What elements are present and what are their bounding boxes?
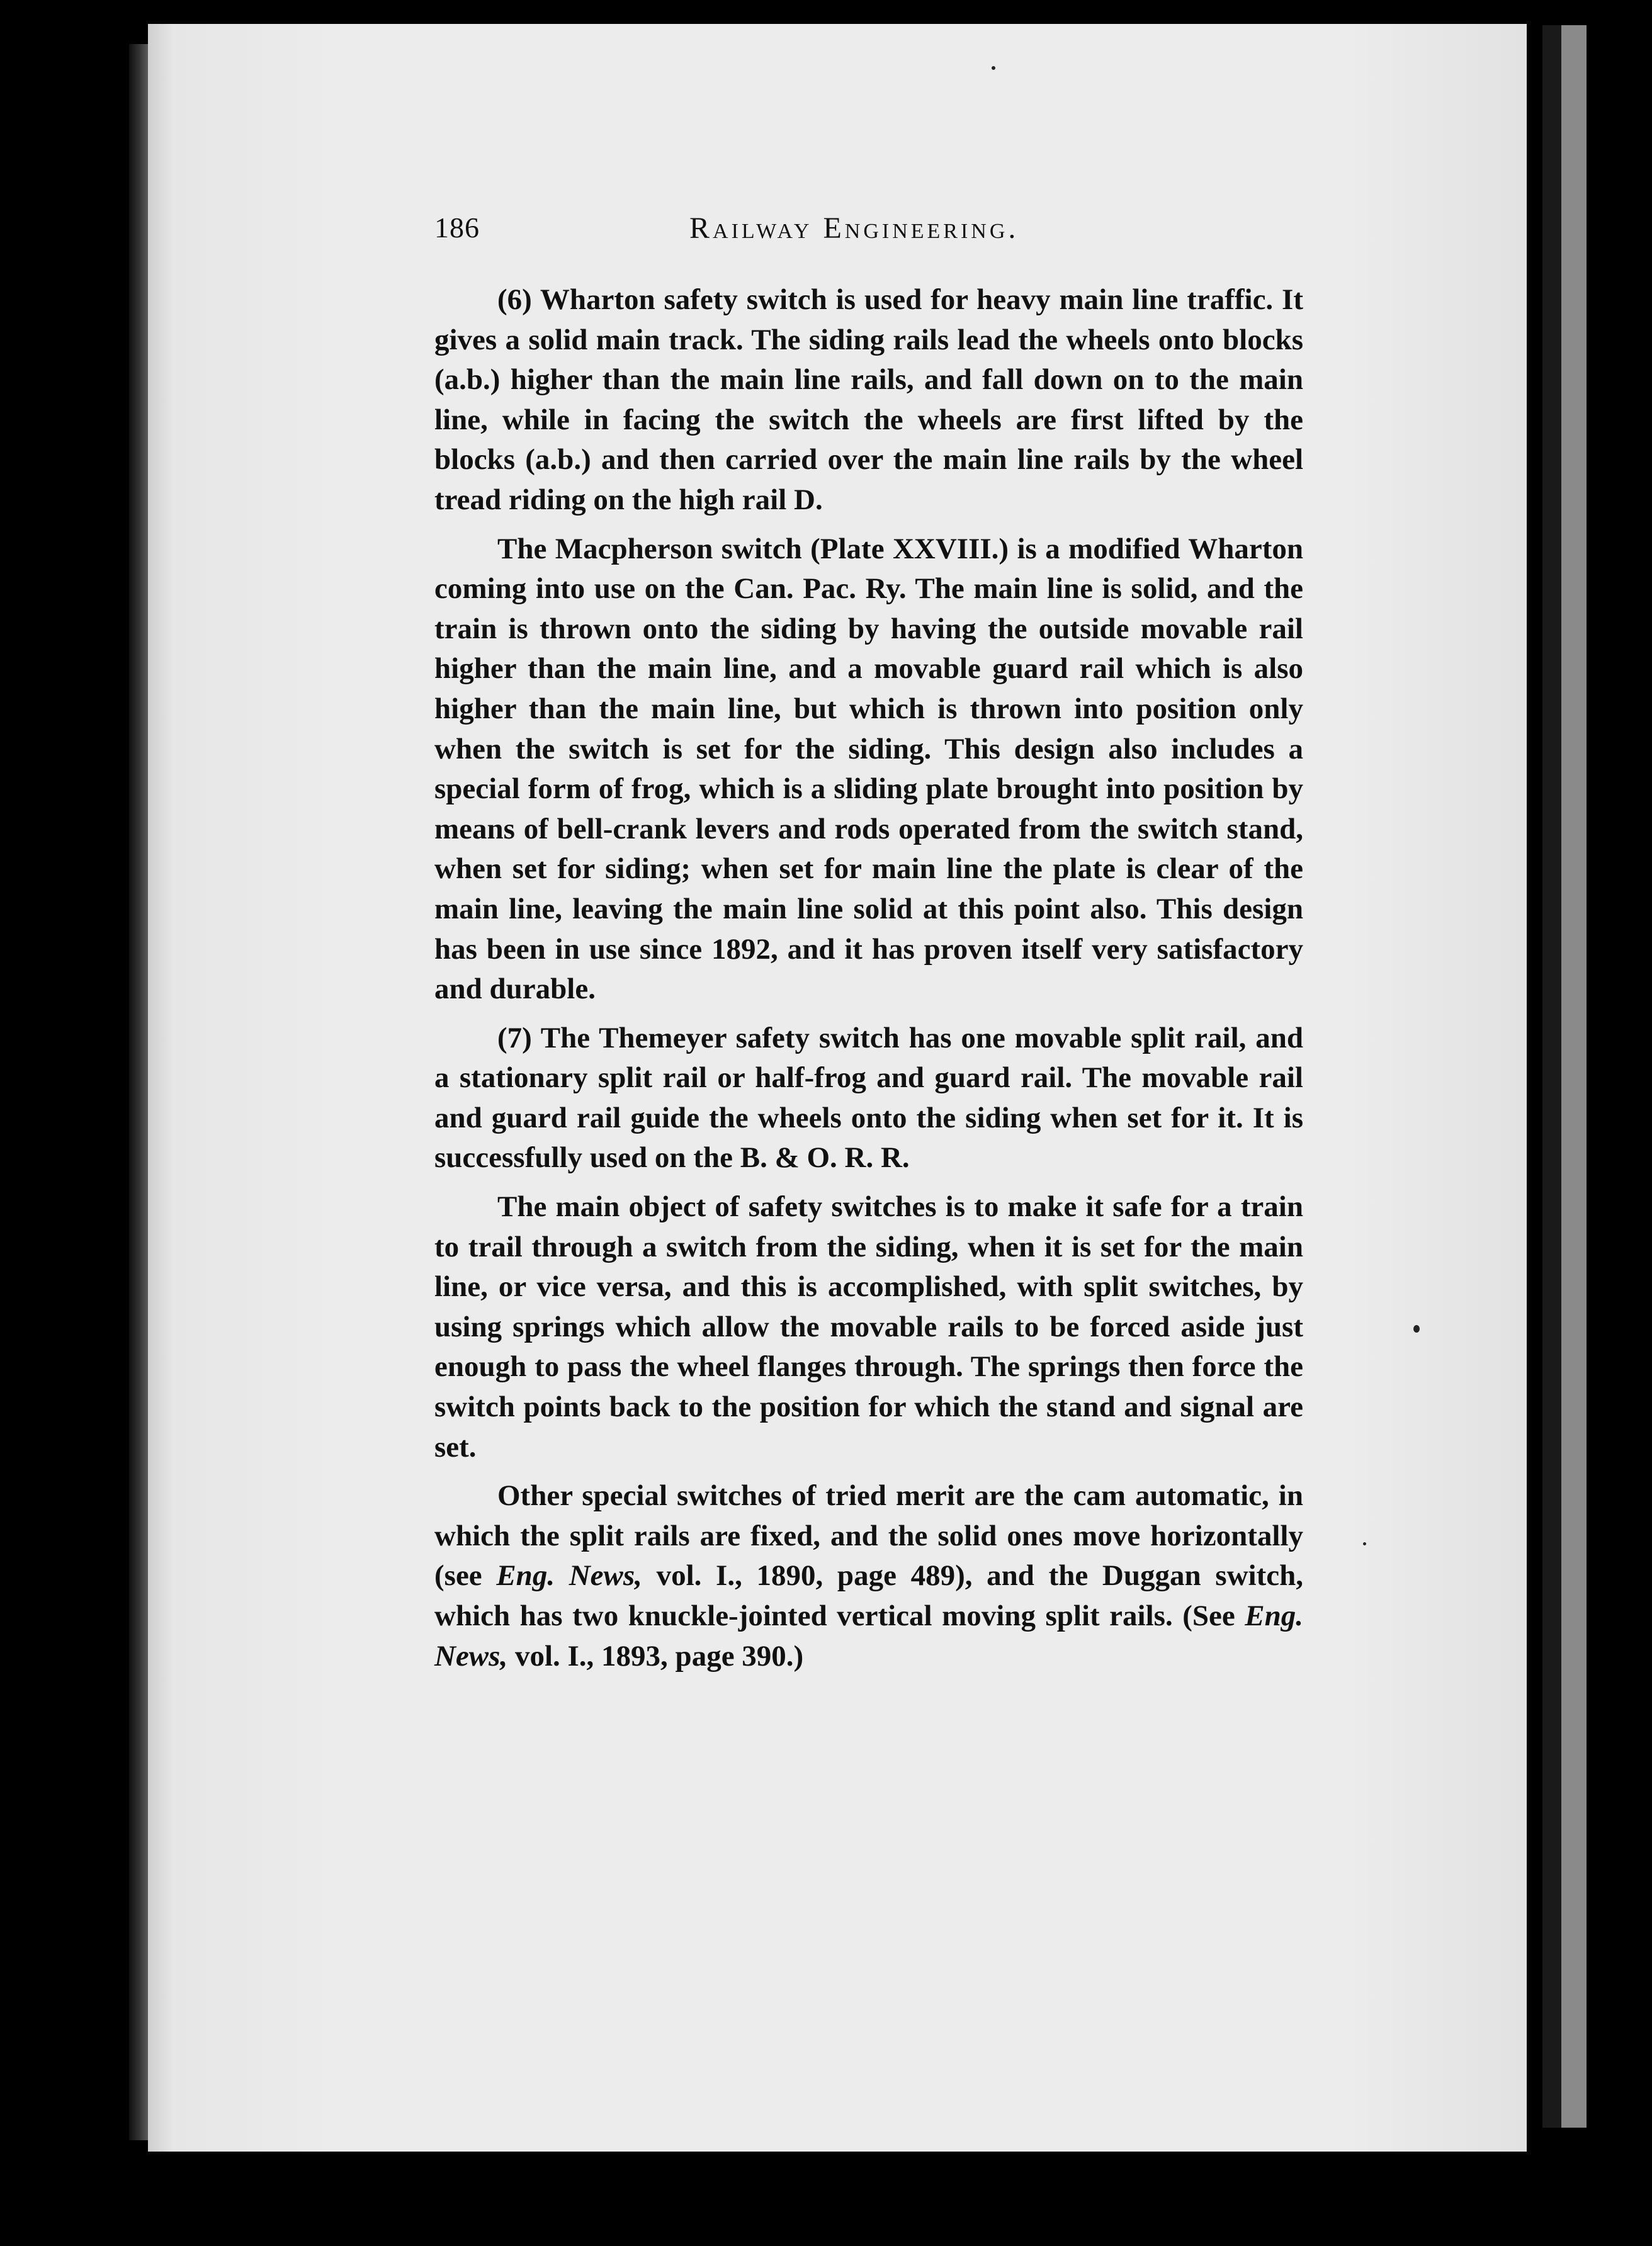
paragraph-themeyer-switch: (7) The Themeyer safety switch has one movable split rail, and a stationary split rail or half-frog and guard rail. The movable rail and guard rail guide the wheels onto the siding when set for it. It is successfully used on the B. & O. R. R. — [434, 1021, 1303, 1175]
scan-speck — [1363, 1542, 1366, 1545]
paragraph-wharton-switch: (6) Wharton safety switch is used for heavy main line traffic. It gives a solid main track. The siding rails lead the wheels onto blocks (a.b.) higher than the main line rails, and fall down on to the main line, while in facing the switch the wheels are first lifted by the blocks (a.b.) and then carried over the main line rails by the wheel tread riding on the high rail D. — [434, 283, 1303, 516]
scan-speck — [1413, 1325, 1420, 1333]
other-switches-text-2: vol. I., 1890, page 489), and the Duggan switch, which has two knuckle-jointed vertical moving split rails. (See — [434, 1559, 1303, 1632]
paragraph-other-switches — [434, 1476, 1303, 1676]
paragraph-safety-switch-object: The main object of safety switches is to make it safe for a train to trail through a switch from the siding, when it is set for the main line, or vice versa, and this is accomplished, with split switches, by using springs which allow the movable rails to be forced aside just enough to pass the wheel flanges through. The springs then force the switch points back to the position for which the stand and signal are set. — [434, 1190, 1303, 1464]
other-switches-text-3: vol. I., 1893, page 390.) — [507, 1639, 804, 1673]
page-body — [434, 280, 1303, 1676]
binding-strip — [1542, 25, 1561, 2128]
page-header — [434, 211, 1303, 261]
scan-speck — [992, 66, 995, 70]
citation-eng-news-1: Eng. News, — [496, 1559, 642, 1593]
page-number: 186 — [434, 212, 480, 244]
paragraph-macpherson-switch: The Macpherson switch (Plate XXVIII.) is a modified Wharton coming into use on the Can. Pac. Ry. The main line is solid, and the train is thrown onto the siding by having the outside movable rail higher than the main line, and a movable guard rail which is also higher than the main line, but which is thrown into position only when the switch is set for the siding. This design also includes a special form of frog, which is a sliding plate brought into position by means of bell-crank levers and rods operated from the switch stand, when set for siding; when set for main line the plate is clear of the main line, leaving the main line solid at this point also. This design has been in use since 1892, and it has proven itself very satisfactory and durable. — [434, 532, 1303, 1006]
other-switches-text-1: Other special switches of tried merit are the cam automatic, in which the split rails are fixed, and the solid ones move horizontally (see — [434, 1479, 1303, 1593]
running-title: Railway Engineering. — [689, 212, 1019, 245]
citation-eng-news-2: Eng. News, — [434, 1600, 1303, 1673]
facing-page-edge — [1561, 25, 1587, 2128]
